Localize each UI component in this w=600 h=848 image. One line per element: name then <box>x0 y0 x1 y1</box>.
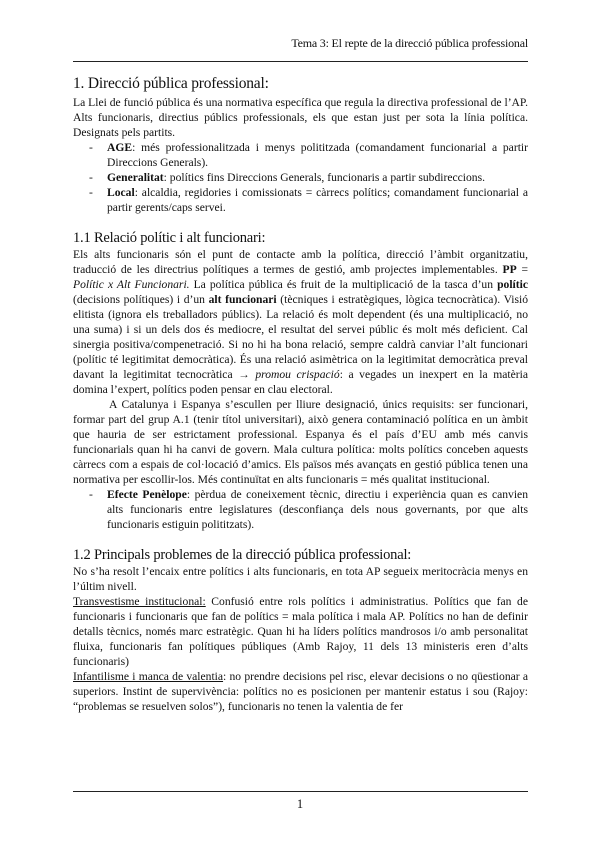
dash-bullet: - <box>89 186 93 199</box>
section-1-1-paragraph-1 <box>73 247 528 397</box>
dash-bullet: - <box>89 141 93 154</box>
text-run: Confusió entre rols polítics i administratius. Polítics que fan de funcionaris i funcionaris que fan de polítics = mala política i mala AP. Polítics no han de definir detalls tècnics, només marc estratègic. Quan hi ha líders polítics mandrosos i/o amb personalitat fluixa, funcionaris fan polítiques públiques (Amb Rajoy, 11 dels 13 ministeris eren d’alts funcionaris) <box>73 595 528 668</box>
footer-rule <box>73 791 528 792</box>
text-run: : no prendre decisions pel risc, elevar decisions o no qüestionar a superiors. Instint de supervivència: polítics no es posicionen per mantenir estatus i sou (Rajoy: “problemas se resuelven solos”), funcionaris no tenen la valentia de fer <box>73 670 528 713</box>
alt-funcionari-term: alt funcionari <box>208 293 277 306</box>
list-item-text: : pèrdua de coneixement tècnic, directiu i experiència quan es canvien alts funcionaris entre legislatures (desconfiança dels nous governants, por que alts funcionaris estiguin polititzats). <box>107 488 528 531</box>
transvestisme-paragraph <box>73 594 528 669</box>
text-run: La política pública és fruit de la multiplicació de la tasca d’un <box>189 278 498 291</box>
dash-bullet: - <box>89 171 93 184</box>
dash-bullet: - <box>89 488 93 501</box>
list-item-text: : alcaldia, regidories i comissionats = càrrecs polítics; comandament funcionarial a partir gerents/caps servei. <box>107 186 528 214</box>
text-run: (decisions polítiques) i d’un <box>73 293 209 306</box>
list-item <box>89 487 528 532</box>
list-item-term: Efecte Penèlope <box>107 488 187 501</box>
list-item <box>89 170 528 185</box>
formula-italic: Polític x Alt Funcionari. <box>73 278 190 291</box>
infantilisme-term: Infantilisme i manca de valentia <box>73 670 224 683</box>
list-item <box>89 185 528 215</box>
section-1-intro: La Llei de funció pública és una normativa específica que regula la directiva professional de l’AP. Alts funcionaris, directius públics professionals, els que estan just per sota la línia política. Designats pels partits. <box>73 96 528 139</box>
text-run: Els alts funcionaris són el punt de contacte amb la política, direcció l’àmbit organitzatiu, traducció de les directrius polítiques a termes de gestió, amb projectes implementables. <box>73 248 528 276</box>
infantilisme-paragraph <box>73 669 528 714</box>
running-header: Tema 3: El repte de la direcció pública professional <box>291 36 528 50</box>
section-1-2-heading: 1.2 Principals problemes de la direcció pública professional: <box>73 547 412 563</box>
list-item-text: : polítics fins Direccions Generals, funcionaris a partir subdireccions. <box>163 171 485 184</box>
politic-term: polític <box>497 278 528 291</box>
section-1-2-intro: No s’ha resolt l’encaix entre polítics i alts funcionaris, en tota AP segueix meritocràcia menys en l’últim nivell. <box>73 565 528 593</box>
pp-term: PP <box>502 263 517 276</box>
section-1-1-heading: 1.1 Relació polític i alt funcionari: <box>73 230 266 246</box>
promou-crispacio-italic: promou crispació <box>255 368 340 381</box>
section-1-1-paragraph-2: A Catalunya i Espanya s’escullen per lliure designació, únics requisits: ser funcionari, formar part del grup A.1 (tenir títol universitari), això genera contaminació política en un àmbit que hauria de ser estrictament professional. Espanya és el país d’EU amb més canvis funcionarials quan hi ha canvi de govern. Mala cultura política: molts polítics conceben aquests càrrecs com a espais de col·locació d’amics. Els països més avançats en gestió pública tenen una normativa per escollir-los. Més continuïtat en alts funcionaris = més qualitat institucional. <box>73 398 528 486</box>
list-item-term: AGE <box>107 141 133 154</box>
section-1-1-list <box>73 487 528 532</box>
list-item-term: Local <box>107 186 135 199</box>
list-item-term: Generalitat <box>107 171 164 184</box>
page-number: 1 <box>296 797 304 811</box>
list-item <box>89 140 528 170</box>
transvestisme-term: Transvestisme institucional: <box>73 595 206 608</box>
text-run: : a vegades un inexpert en la matèria domina l’expert, polítics poden pensar en clau electoral. <box>73 368 528 396</box>
text-run: = <box>516 263 528 276</box>
text-run: (tècniques i estratègiques, lògica tecnocràtica). Visió elitista (ignora els treballadors públics). La relació és molt dependent (és una multiplicació, no una suma) i si un dels dos és mediocre, el resultat del servei públic és molt més deficient. Cal sinergia positiva/compenetració. Si no hi ha bona relació, sempre caldrà canviar l’alt funcionari (polític té legitimitat democràtica). És una relació asimètrica on la legitimitat democràtica preval davant la legitimitat tecnocràtica → <box>73 293 528 381</box>
page-body <box>73 70 528 714</box>
header-rule <box>73 61 528 62</box>
section-1-list <box>73 140 528 215</box>
section-1-heading: 1. Direcció pública professional: <box>73 75 269 92</box>
list-item-text: : més professionalitzada i menys polititzada (comandament funcionarial a partir Direccions Generals). <box>107 141 528 169</box>
